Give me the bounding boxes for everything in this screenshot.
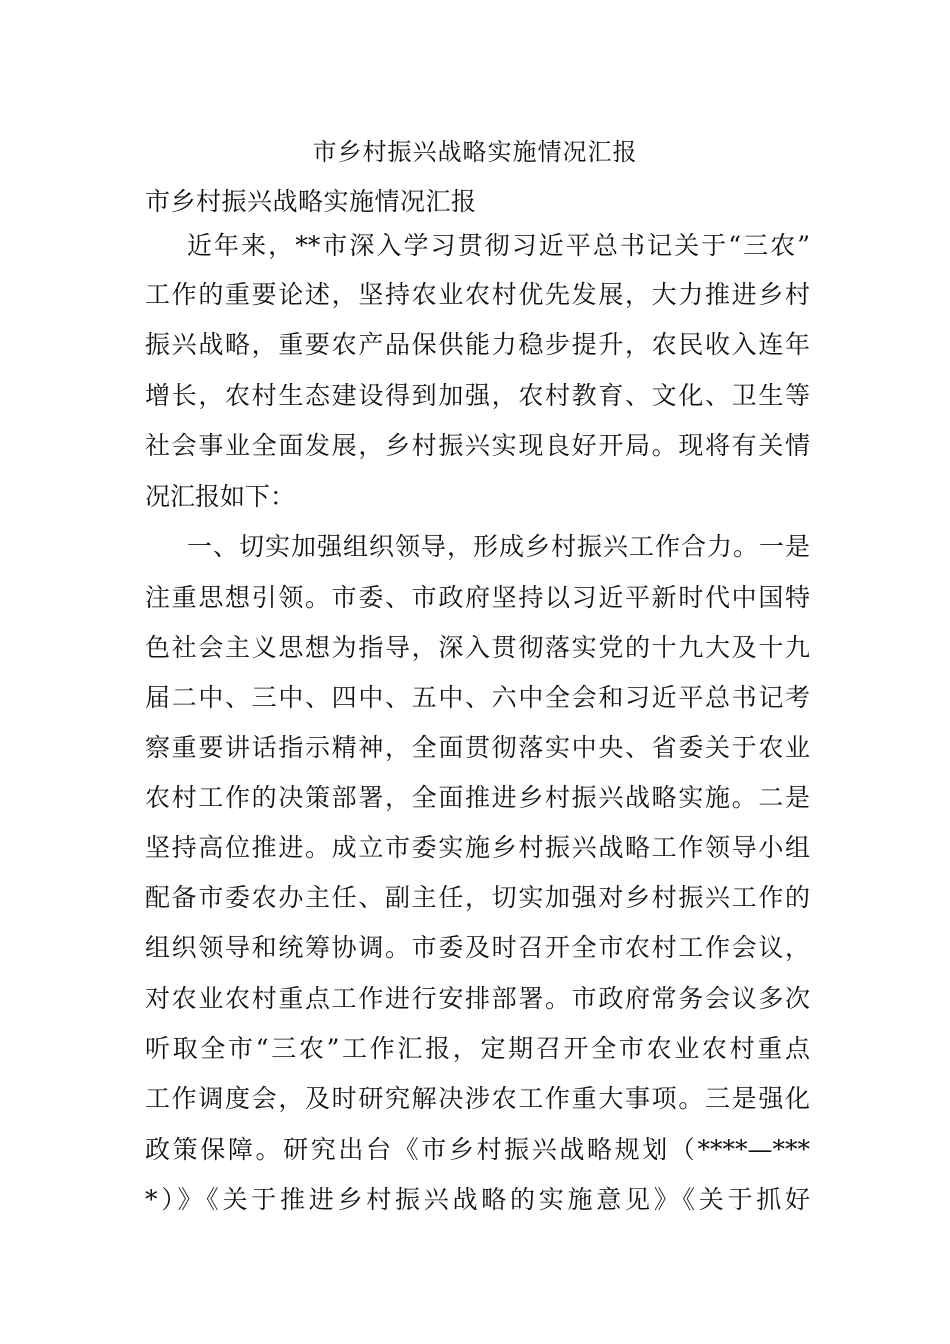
body-line-14: 配备市委农办主任、副主任，切实加强对乡村振兴工作的 — [145, 883, 810, 912]
body-line-16: 对农业农村重点工作进行安排部署。市政府常务会议多次 — [145, 984, 810, 1013]
body-line-6: 况汇报如下： — [145, 482, 296, 511]
body-line-15: 组织领导和统筹协调。市委及时召开全市农村工作会议， — [145, 933, 810, 962]
body-line-13: 坚持高位推进。成立市委实施乡村振兴战略工作领导小组 — [145, 833, 810, 862]
body-line-12: 农村工作的决策部署，全面推进乡村振兴战略实施。二是 — [145, 783, 810, 812]
body-line-2: 工作的重要论述，坚持农业农村优先发展，大力推进乡村 — [145, 280, 810, 309]
body-line-5: 社会事业全面发展，乡村振兴实现良好开局。现将有关情 — [145, 431, 810, 460]
body-line-20: *）》《关于推进乡村振兴战略的实施意见》《关于抓好 — [145, 1185, 810, 1214]
body-line-8: 注重思想引领。市委、市政府坚持以习近平新时代中国特 — [145, 583, 810, 612]
body-line-19: 政策保障。研究出台《市乡村振兴战略规划（****—*** — [145, 1135, 810, 1164]
body-line-17: 听取全市“三农”工作汇报，定期召开全市农业农村重点 — [145, 1034, 810, 1063]
body-line-11: 察重要讲话指示精神，全面贯彻落实中央、省委关于农业 — [145, 733, 810, 762]
body-line-3: 振兴战略，重要农产品保供能力稳步提升，农民收入连年 — [145, 330, 810, 359]
body-line-1: 近年来，**市深入学习贯彻习近平总书记关于“三农” — [187, 231, 810, 260]
body-line-4: 增长，农村生态建设得到加强，农村教育、文化、卫生等 — [145, 381, 810, 410]
document-subtitle: 市乡村振兴战略实施情况汇报 — [145, 187, 477, 216]
body-line-9: 色社会主义思想为指导，深入贯彻落实党的十九大及十九 — [145, 633, 810, 662]
body-line-10: 届二中、三中、四中、五中、六中全会和习近平总书记考 — [145, 683, 810, 712]
body-line-18: 工作调度会，及时研究解决涉农工作重大事项。三是强化 — [145, 1084, 810, 1113]
body-line-7: 一、切实加强组织领导，形成乡村振兴工作合力。一是 — [187, 532, 810, 561]
document-title: 市乡村振兴战略实施情况汇报 — [312, 138, 638, 166]
